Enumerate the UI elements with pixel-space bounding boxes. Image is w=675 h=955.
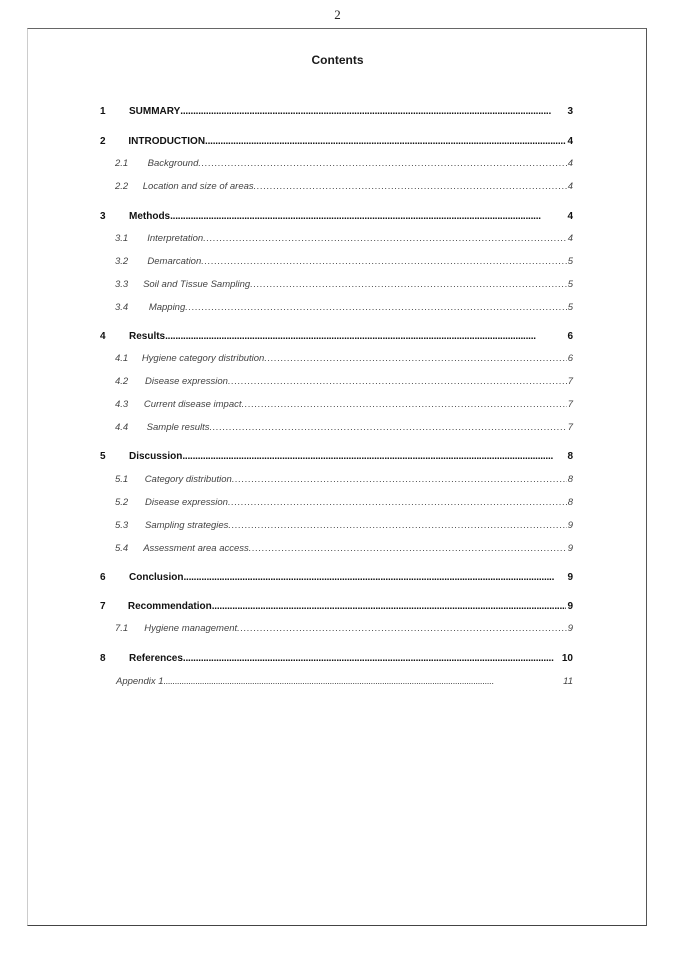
toc-entry-title: Disease expression — [145, 497, 228, 508]
toc-entry-page: 9 — [567, 601, 573, 612]
toc-entry-page: 4 — [567, 181, 573, 192]
toc-entry[interactable] — [100, 209, 573, 225]
toc-entry-number: 3.4 — [115, 302, 129, 313]
toc-dot-leader — [228, 495, 567, 511]
toc-entry[interactable] — [100, 329, 573, 345]
toc-dot-leader — [210, 420, 567, 436]
toc-entry-title: Sample results — [146, 422, 210, 433]
toc-entry-page: 9 — [567, 623, 573, 634]
toc-entry-number: 3.3 — [115, 279, 129, 290]
toc-entry-page: 6 — [567, 353, 573, 364]
toc-entry-title: Recommendation — [127, 601, 212, 612]
toc-entry-title: Conclusion — [129, 572, 184, 583]
toc-entry-title: Disease expression — [145, 376, 228, 387]
toc-dot-leader — [198, 156, 566, 172]
toc-entry-page: 9 — [567, 520, 573, 531]
toc-dot-leader — [183, 570, 566, 586]
toc-entry-title: Background — [147, 158, 199, 169]
toc-entry-title: Sampling strategies — [144, 520, 229, 531]
toc-entry-page: 6 — [567, 331, 573, 342]
toc-entry-number: 5.3 — [115, 520, 129, 531]
toc-dot-leader — [228, 374, 567, 390]
toc-entry-number: 1 — [100, 106, 106, 117]
toc-dot-leader — [205, 134, 566, 150]
toc-entry[interactable] — [115, 518, 573, 534]
toc-entry-page: 5 — [567, 302, 573, 313]
toc-entry[interactable] — [115, 351, 573, 367]
toc-entry-page: 7 — [567, 376, 573, 387]
toc-entry-title: SUMMARY — [129, 106, 181, 117]
toc-dot-leader — [250, 277, 567, 293]
page-number: 2 — [334, 7, 341, 22]
toc-entry-number: 7 — [100, 601, 106, 612]
toc-entry-page: 5 — [567, 279, 573, 290]
toc-entry-page: 11 — [563, 676, 573, 687]
toc-entry-title: References — [129, 653, 183, 664]
toc-entry-title: Hygiene category distribution — [141, 353, 265, 364]
toc-entry-number: 4.3 — [115, 399, 129, 410]
toc-entry-title: Methods — [129, 211, 171, 222]
toc-entry-number: 3.2 — [115, 256, 129, 267]
toc-dot-leader — [212, 599, 567, 615]
toc-entry-title: Location and size of areas — [142, 181, 254, 192]
toc-entry-page: 9 — [567, 572, 573, 583]
toc-entry-title: Current disease impact — [143, 399, 242, 410]
toc-dot-leader — [228, 518, 566, 534]
toc-dot-leader — [170, 209, 566, 225]
toc-entry[interactable] — [100, 104, 573, 120]
toc-entry-title: Mapping — [148, 302, 186, 313]
toc-entry-title: Appendix 1 — [116, 676, 164, 687]
toc-entry-number: 4.2 — [115, 376, 129, 387]
toc-dot-leader — [201, 254, 566, 270]
toc-entry-number: 3.1 — [115, 233, 129, 244]
toc-entry-title: Soil and Tissue Sampling — [143, 279, 251, 290]
toc-dot-leader — [203, 231, 567, 247]
toc-dot-leader — [164, 674, 563, 690]
toc-entry-page: 4 — [567, 211, 573, 222]
toc-entry-page: 8 — [567, 451, 573, 462]
toc-dot-leader — [264, 351, 566, 367]
toc-entry[interactable] — [115, 179, 573, 195]
toc-dot-leader — [237, 621, 567, 637]
toc-entry-page: 5 — [567, 256, 573, 267]
toc-dot-leader — [232, 472, 567, 488]
toc-entry-number: 7.1 — [115, 623, 129, 634]
toc-entry[interactable] — [115, 300, 573, 316]
toc-entry-page: 8 — [567, 474, 573, 485]
toc-dot-leader — [183, 651, 561, 667]
toc-entry-title: Demarcation — [147, 256, 202, 267]
toc-entry[interactable] — [100, 449, 573, 465]
toc-dot-leader — [249, 541, 567, 557]
toc-entry[interactable] — [100, 599, 573, 615]
toc-entry-page: 3 — [567, 106, 573, 117]
toc-dot-leader — [254, 179, 567, 195]
toc-entry-page: 9 — [567, 543, 573, 554]
toc-title: Contents — [311, 53, 364, 67]
toc-entry-number: 5.4 — [115, 543, 129, 554]
toc-entry-number: 2.1 — [115, 158, 129, 169]
toc-entry-page: 4 — [567, 233, 573, 244]
toc-entry[interactable] — [115, 374, 573, 390]
toc-entry-title: Results — [129, 331, 166, 342]
toc-dot-leader — [182, 449, 566, 465]
toc-entry[interactable] — [100, 651, 573, 667]
toc-entry-number: 6 — [100, 572, 106, 583]
toc-entry-number: 8 — [100, 653, 106, 664]
toc-entry-number: 5.1 — [115, 474, 129, 485]
toc-entry-number: 4 — [100, 331, 106, 342]
toc-entry-page: 7 — [567, 399, 573, 410]
toc-dot-leader — [180, 104, 566, 120]
toc-entry-number: 4.1 — [115, 353, 129, 364]
toc-dot-leader — [242, 397, 567, 413]
toc-entry-title: Category distribution — [144, 474, 232, 485]
toc-entry-title: INTRODUCTION — [128, 136, 206, 147]
toc-entry[interactable] — [115, 495, 573, 511]
toc-entry-page: 4 — [567, 158, 573, 169]
toc-entry[interactable] — [100, 134, 573, 150]
toc-entry[interactable] — [100, 570, 573, 586]
toc-entry-number: 5.2 — [115, 497, 129, 508]
toc-entry-title: Hygiene management — [144, 623, 238, 634]
toc-entry-number: 2 — [100, 136, 106, 147]
toc-dot-leader — [165, 329, 566, 345]
toc-entry[interactable] — [116, 674, 573, 690]
toc-entry-number: 5 — [100, 451, 106, 462]
toc-dot-leader — [185, 300, 566, 316]
toc-entry-page: 7 — [567, 422, 573, 433]
toc-entry-page: 10 — [561, 653, 573, 664]
toc-entry[interactable] — [115, 621, 573, 637]
toc-entry-number: 4.4 — [115, 422, 129, 433]
toc-entry[interactable] — [115, 231, 573, 247]
toc-entry[interactable] — [115, 541, 573, 557]
toc-entry[interactable] — [115, 254, 573, 270]
toc-entry-page: 8 — [567, 497, 573, 508]
toc-entry[interactable] — [115, 156, 573, 172]
toc-entry-page: 4 — [567, 136, 573, 147]
toc-entry[interactable] — [115, 472, 573, 488]
toc-entry-title: Assessment area access — [143, 543, 249, 554]
toc-entry-title: Interpretation — [147, 233, 204, 244]
toc-entry[interactable] — [115, 277, 573, 293]
toc-entry-number: 3 — [100, 211, 106, 222]
toc-entry[interactable] — [115, 420, 573, 436]
toc-entry[interactable] — [115, 397, 573, 413]
toc-entry-number: 2.2 — [115, 181, 129, 192]
toc-entry-title: Discussion — [129, 451, 183, 462]
